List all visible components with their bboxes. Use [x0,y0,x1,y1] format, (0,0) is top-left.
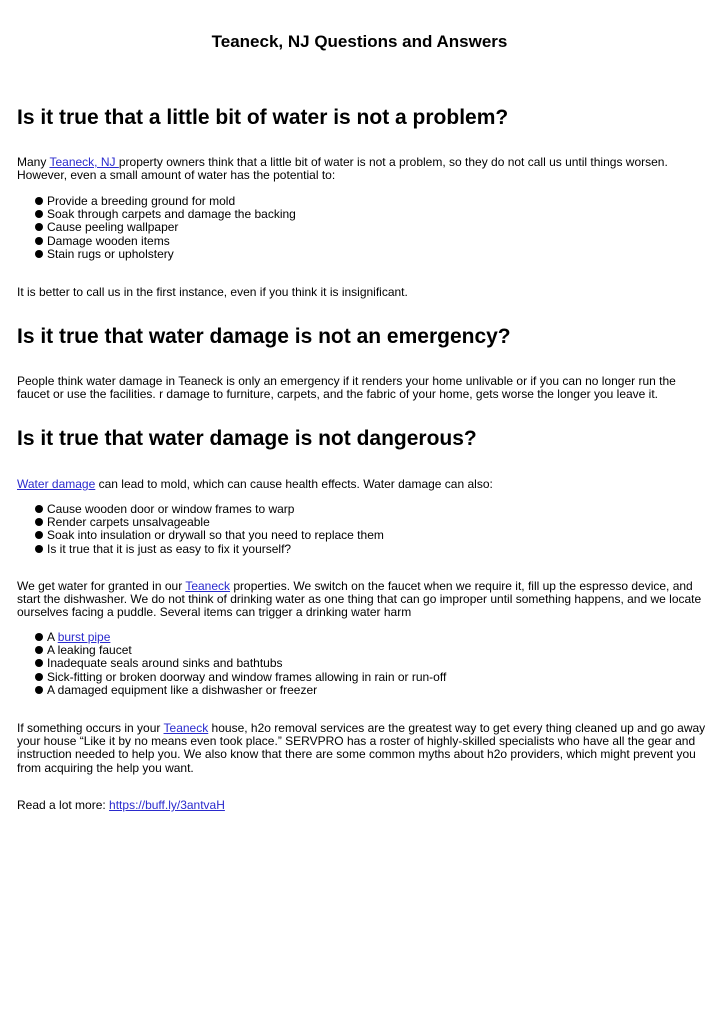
list-item-text: A damaged equipment like a dishwasher or freezer [47,682,318,697]
list-item [35,543,384,556]
water-damage-link[interactable]: Water damage [17,477,96,491]
bullet-icon [35,633,43,641]
bullet-list-risks [35,195,296,261]
bullet-icon [35,197,43,205]
burst-pipe-link[interactable]: burst pipe [57,630,111,644]
bullet-icon [35,686,43,694]
list-item-text: Render carpets unsalvageable [47,515,210,530]
list-item-text: Inadequate seals around sinks and bathtubs [47,656,283,671]
bullet-icon [35,545,43,553]
teaneck-link[interactable]: Teaneck [185,579,231,593]
bullet-icon [35,659,43,667]
section-heading-emergency: Is it true that water damage is not an emergency? [17,325,511,348]
bullet-icon [35,646,43,654]
list-item-text: Cause wooden door or window frames to warp [47,502,295,516]
text: If something occurs in your [17,721,164,735]
bullet-icon [35,210,43,218]
read-more-line [17,799,707,812]
bullet-icon [35,673,43,681]
list-item-text: Provide a breeding ground for mold [47,194,236,208]
bullet-icon [35,518,43,526]
section-paragraph [17,478,707,491]
list-item [35,248,296,261]
list-item [35,684,446,697]
section-paragraph [17,156,707,182]
list-item-text: Is it true that it is just as easy to fix it yourself? [47,541,292,556]
bullet-icon [35,531,43,539]
text: can lead to mold, which can cause health effects. Water damage can also: [95,477,493,491]
text: Many [17,155,50,169]
list-item-text: Cause peeling wallpaper [47,220,179,235]
section-heading-dangerous: Is it true that water damage is not dangerous? [17,427,477,450]
bullet-icon [35,250,43,258]
text: properties. We switch on the faucet when we require it, fill up the espresso device, and start the dishwasher. We do not think of drinking water as one thing that can go improper until something happens, and we locate ourselves facing a puddle. Several items can trigger a drinking water harm [17,579,702,620]
section-paragraph: People think water damage in Teaneck is only an emergency if it renders your home unlivable or if you can no longer run the faucet or use the facilities. r damage to furniture, carpets, and the fabric of your home, gets worse the longer you leave it. [17,374,676,402]
text: Read a lot more: [17,798,110,812]
bullet-list-effects [35,503,384,556]
page-title: Teaneck, NJ Questions and Answers [211,32,508,51]
list-item-text: A leaking faucet [47,643,132,658]
list-item-text: Sick-fitting or broken doorway and window frames allowing in rain or run-off [47,669,447,684]
bullet-list-causes [35,631,446,697]
section-paragraph [17,722,707,775]
list-item-text: A [47,630,58,644]
bullet-icon [35,505,43,513]
text: property owners think that a little bit of water is not a problem, so they do not call us until things worsen. However, even a small amount of water has the potential to: [17,155,668,183]
list-item-text: Damage wooden items [47,233,170,248]
section-heading-little-water: Is it true that a little bit of water is not a problem? [17,106,509,129]
teaneck-nj-link[interactable]: Teaneck, NJ [49,155,119,169]
list-item-text: Soak through carpets and damage the backing [47,207,296,222]
bullet-icon [35,237,43,245]
list-item-text: Soak into insulation or drywall so that you need to replace them [47,528,384,543]
bullet-icon [35,223,43,231]
text: We get water for granted in our [17,579,186,593]
section-paragraph [17,580,707,620]
read-more-link[interactable]: https://buff.ly/3antvaH [109,798,225,812]
list-item-text: Stain rugs or upholstery [47,246,174,261]
text: house, h2o removal services are the greatest way to get every thing cleaned up and go away your house “Like it by no means even took place.” SERVPRO has a roster of highly-skilled specialists who have all the gear and instruction needed to help you. We also know that there are some common myths about h2o providers, which might prevent you from acquiring the help you want. [17,721,706,775]
section-closing-paragraph: It is better to call us in the first instance, even if you think it is insignificant. [17,285,408,299]
teaneck-link[interactable]: Teaneck [163,721,209,735]
